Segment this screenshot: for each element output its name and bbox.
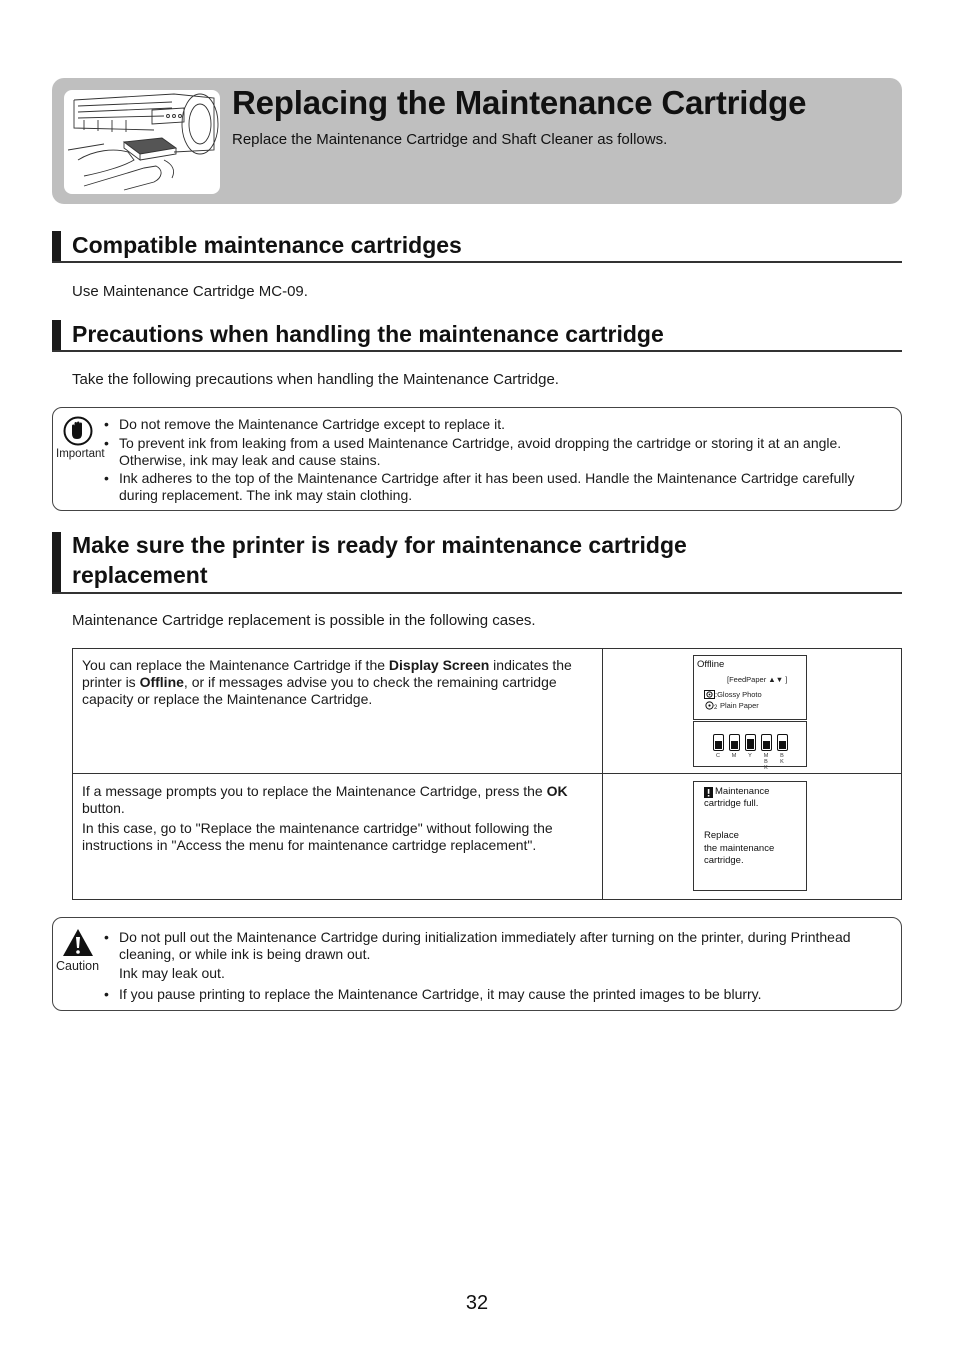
table-divider — [602, 649, 603, 899]
list-item: • To prevent ink from leaking from a used Maintenance Cartridge, avoid dropping the cartridge or storing it at an angle. Otherwise, ink may leak and cause stains. — [103, 435, 881, 469]
display-screen-term: Display Screen — [388, 657, 490, 673]
section-rule — [52, 350, 902, 352]
case-1-text-part: You can replace the Maintenance Cartridge if the — [82, 657, 389, 673]
ink-label: M B K — [763, 753, 769, 771]
section-rule — [52, 592, 902, 594]
caution-item-1-text: • Do not pull out the Maintenance Cartridge during initialization immediately after turning on the printer, during Printhead cleaning, or while ink is being drawn out. — [119, 929, 851, 962]
ink-tank-icon — [777, 734, 788, 751]
case-2-text-part: button. — [82, 800, 125, 816]
ink-label: M — [731, 753, 737, 759]
list-item: • Do not remove the Maintenance Cartridge except to replace it. — [103, 416, 881, 433]
lcd-media-2-number: 2 — [714, 705, 718, 711]
lcd-msg-line1: Replace — [704, 830, 739, 841]
section-heading-precautions: Precautions when handling the maintenance cartridge — [72, 321, 664, 347]
display-screen-cartridge-full — [693, 781, 807, 891]
caution-triangle-icon — [62, 928, 94, 957]
case-2-text — [82, 783, 587, 854]
section-marker — [52, 532, 61, 593]
ok-button-term: OK — [546, 783, 568, 799]
compatible-text: Use Maintenance Cartridge MC-09. — [72, 283, 308, 300]
page-number: 32 — [465, 1292, 489, 1314]
printer-cartridge-illustration — [64, 90, 220, 194]
case-2-note: In this case, go to "Replace the maintenance cartridge" without following the instructions in "Access the menu for maintenance cartridge replacement". — [82, 820, 553, 853]
important-label: Important — [56, 448, 105, 460]
lcd-media-2: Plain Paper — [720, 701, 759, 710]
cases-table — [72, 648, 902, 900]
warning-icon — [704, 787, 713, 798]
lcd-alert-line2: cartridge full. — [704, 798, 759, 809]
ink-level-fill — [747, 739, 754, 749]
printer-illustration — [64, 90, 220, 194]
ink-level-fill — [763, 741, 770, 749]
lcd-alert-line1: Maintenance — [715, 786, 770, 797]
ink-level-fill — [715, 741, 722, 749]
offline-term: Offline — [139, 674, 184, 690]
table-divider — [73, 773, 901, 774]
precautions-text: Take the following precautions when handling the Maintenance Cartridge. — [72, 371, 559, 388]
important-hand-icon — [63, 416, 93, 446]
case-1-text-part: indicates the printer is — [82, 657, 572, 690]
ink-label: C — [716, 753, 720, 759]
page-subtitle: Replace the Maintenance Cartridge and Shaft Cleaner as follows. — [232, 131, 668, 148]
ink-tank-icon — [713, 734, 724, 751]
ink-tank-icon — [745, 734, 756, 751]
lcd-msg-line3: cartridge. — [704, 855, 744, 866]
section-heading-ready — [72, 530, 687, 590]
lcd-msg-line2: the maintenance — [704, 843, 775, 854]
lcd-media-1: :Glossy Photo — [715, 690, 762, 699]
page-title: Replacing the Maintenance Cartridge — [232, 84, 807, 121]
case-1-text-part: , or if messages advise you to check the remaining cartridge capacity or replace the Maintenance Cartridge. — [82, 674, 557, 707]
case-1-text — [82, 657, 587, 708]
caution-item-1-note: Ink may leak out. — [119, 965, 225, 981]
important-notice — [52, 407, 902, 511]
section-heading-ready-line2: replacement — [72, 562, 208, 588]
section-heading-ready-line1: Make sure the printer is ready for maintenance cartridge — [72, 532, 687, 558]
lcd-feed: [FeedPaper ▲▼ ] — [727, 675, 788, 684]
display-screen-offline — [693, 655, 807, 720]
media-roll-icon — [704, 690, 715, 699]
ink-level-fill — [779, 741, 786, 749]
ink-level-panel — [693, 721, 807, 771]
caution-list — [103, 929, 881, 1003]
lcd-status: Offline — [697, 659, 725, 670]
case-2-text-part: If a message prompts you to replace the Maintenance Cartridge, press the — [82, 783, 547, 799]
ready-text: Maintenance Cartridge replacement is possible in the following cases. — [72, 612, 536, 629]
section-marker — [52, 320, 61, 351]
ink-level-fill — [731, 741, 738, 749]
section-rule — [52, 261, 902, 263]
ink-label: B K — [780, 753, 784, 765]
section-heading-compatible: Compatible maintenance cartridges — [72, 232, 462, 258]
ink-label: Y — [748, 753, 752, 759]
section-marker — [52, 231, 61, 262]
ink-tank-icon — [761, 734, 772, 751]
list-item: • Ink adheres to the top of the Maintenance Cartridge after it has been used. Handle the Maintenance Cartridge carefully during replacement. The ink may stain clothing. — [103, 470, 881, 504]
media-roll-icon — [705, 701, 714, 710]
important-list — [103, 416, 881, 504]
ink-tank-icon — [729, 734, 740, 751]
list-item — [103, 929, 881, 982]
list-item: • If you pause printing to replace the Maintenance Cartridge, it may cause the printed images to be blurry. — [103, 986, 881, 1003]
caution-notice — [52, 917, 902, 1011]
caution-label: Caution — [56, 959, 100, 973]
